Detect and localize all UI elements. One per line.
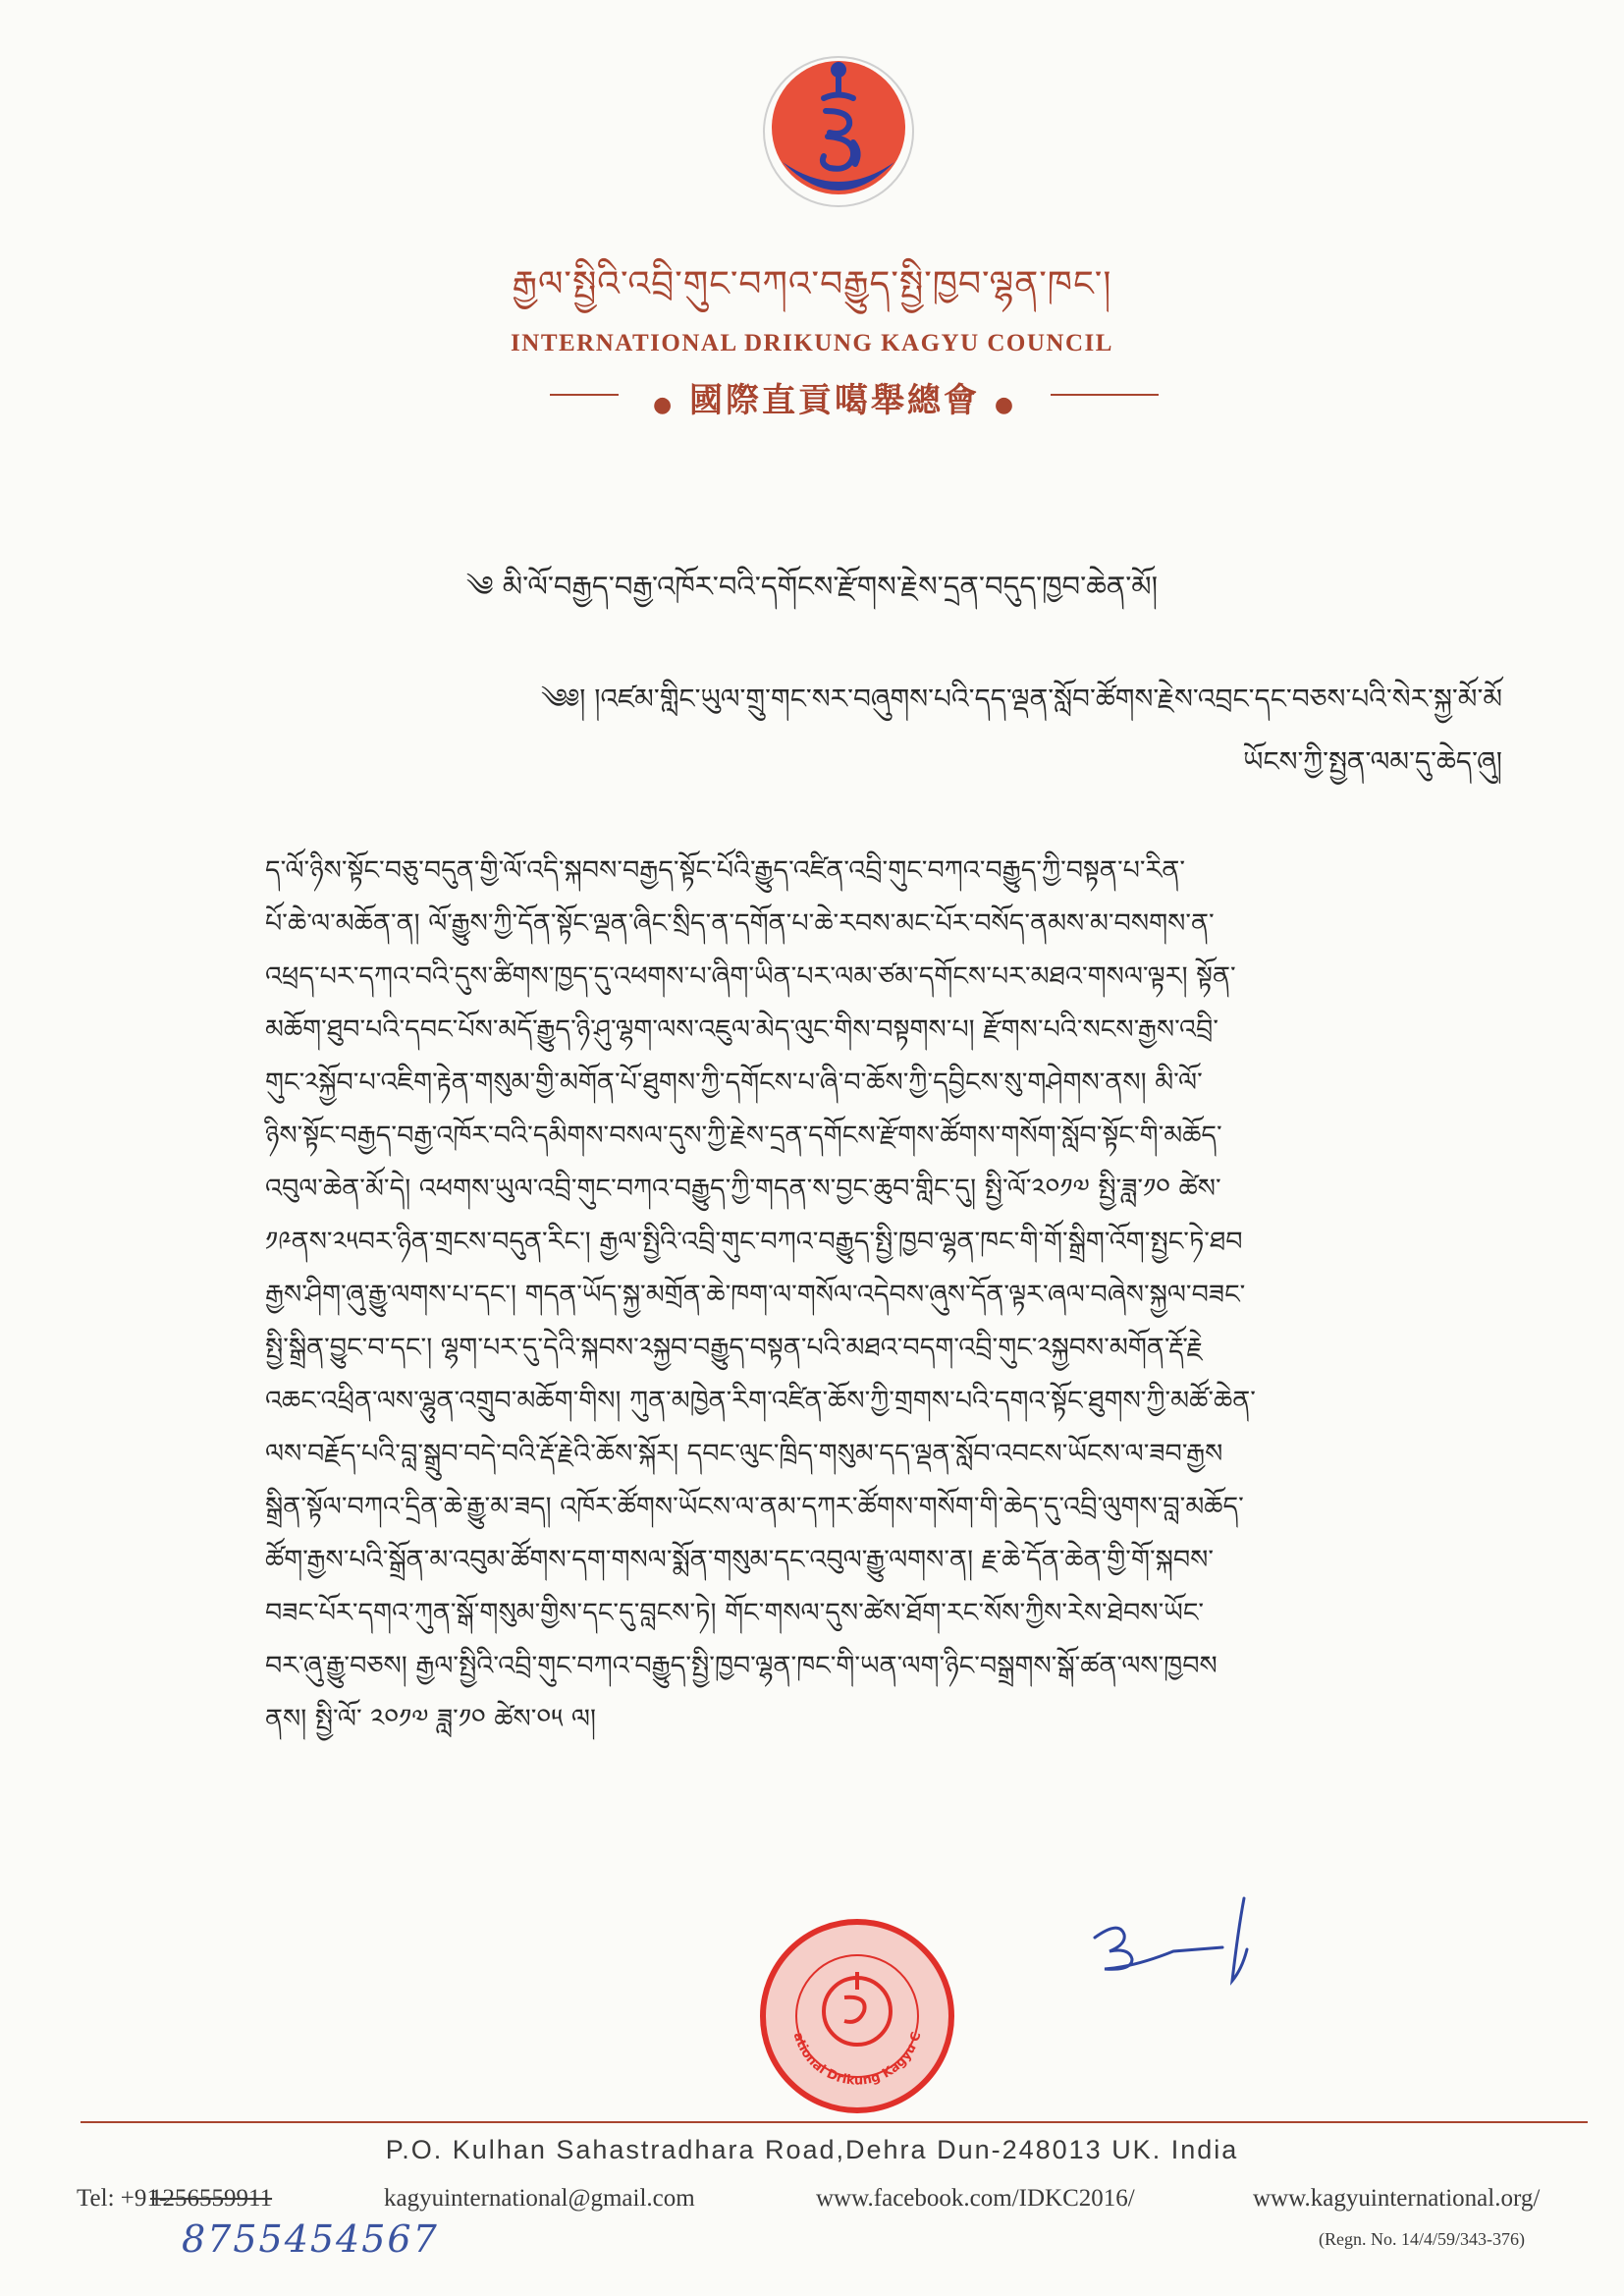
divider-left bbox=[550, 394, 619, 396]
handwritten-phone-number: 8755454567 bbox=[182, 2217, 439, 2261]
body-line: གུང་༢སྐྱོབ་པ་འཇིག་རྟེན་གསུམ་གྱི་མགོན་པོ་ཐུགས་ཀྱི་དགོངས་པ་ཞི་བ་ཆོས་ཀྱི་དབྱིངས་སུ་གཤེགས་ནས། མི་ལོ་ bbox=[265, 1067, 1203, 1098]
salutation-line-1: ༄༅། །འཛམ་གླིང་ཡུལ་གྲུ་གང་སར་བཞུགས་པའི་དད་ལྡན་སློབ་ཚོགས་རྗེས་འབྲང་དང་བཅས་པའི་སེར་སྐྱ་མོ་མོ bbox=[540, 683, 1502, 715]
body-line: པོ་ཆེ་ལ་མཆོན་ན། ལོ་རྒྱུས་ཀྱི་དོན་སྟོང་ལྡན་ཞིང་སྲིད་ན་དགོན་པ་ཆེ་རབས་མང་པོར་བསོད་ནམས་མ་བསགས་ན་ bbox=[265, 908, 1215, 939]
om-syllable-emblem-icon bbox=[761, 54, 916, 209]
organization-logo bbox=[761, 54, 916, 209]
body-line: བཟང་པོར་དགའ་ཀུན་སྒོ་གསུམ་གྱིས་དང་དུ་བླངས་ཏེ། གོང་གསལ་དུས་ཚེས་ཐོག་རང་སོས་ཀྱིས་རེས་ཐེབས་ཡོང་ bbox=[265, 1598, 1205, 1628]
facebook-link[interactable]: www.facebook.com/IDKC2016/ bbox=[816, 2185, 1135, 2212]
body-line: མཆོག་ཐུབ་པའི་དབང་པོས་མདོ་རྒྱུད་ཉི་ཤུ་ལྷག་ལས་འཇུལ་མེད་ལུང་གིས་བསྟགས་པ། རྫོགས་པའི་སངས་རྒྱས་འབྲི་ bbox=[265, 1014, 1218, 1045]
website-link[interactable]: www.kagyuinternational.org/ bbox=[1253, 2185, 1541, 2212]
contact-row bbox=[77, 2185, 1598, 2220]
email-address[interactable]: kagyuinternational@gmail.com bbox=[384, 2185, 695, 2212]
signature-icon bbox=[1075, 1890, 1291, 1998]
body-line: འཆང་འཕྲིན་ལས་ལྷུན་འགྲུབ་མཆོག་གིས། ཀུན་མཁྱེན་རིག་འཛིན་ཆོས་ཀྱི་གྲགས་པའི་དགའ་སྟོང་ཐུགས་ཀྱི་མཚོ་ཆེན་ bbox=[265, 1386, 1256, 1416]
english-organization-name: INTERNATIONAL DRIKUNG KAGYU COUNCIL bbox=[511, 330, 1113, 356]
body-line: ༡༩ནས་༢༥བར་ཉིན་གྲངས་བདུན་རིང་། རྒྱལ་སྤྱིའི་འབྲི་གུང་བཀའ་བརྒྱུད་སྤྱི་ཁྱབ་ལྷན་ཁང་གི་གོ་སྒྲིག་འོག་སྤྱང་ཏེ་ཐབ bbox=[265, 1227, 1243, 1257]
letter-body bbox=[265, 845, 1502, 1746]
letter-title: ༄ མི་ལོ་བརྒྱད་བརྒྱ་འཁོར་བའི་དགོངས་རྫོགས་རྗེས་དྲན་བདུད་ཁྱབ་ཆེན་མོ། bbox=[465, 570, 1159, 603]
official-seal-stamp-icon bbox=[754, 1913, 960, 2119]
bullet-dot-icon: ● bbox=[652, 393, 676, 417]
body-line: འཕྲད་པར་དཀའ་བའི་དུས་ཚིགས་ཁྱད་དུ་འཕགས་པ་ཞིག་ཡིན་པར་ལམ་ཙམ་དགོངས་པར་མཐའ་གསལ་ལྟར། སྟོན་ bbox=[265, 961, 1236, 992]
telephone-label: Tel: +91- bbox=[77, 2185, 168, 2212]
divider-right bbox=[1051, 394, 1159, 396]
body-line: རྒྱས་ཤིག་ཞུ་རྒྱུ་ལགས་པ་དང་། གདན་ཡོད་སྐྱ་མགྲོན་ཆེ་ཁག་ལ་གསོལ་འདེབས་ཞུས་དོན་ལྟར་ཞལ་བཞེས་སྐྱལ་བཟང་ bbox=[265, 1280, 1246, 1310]
body-line: ནས། སྤྱི་ལོ་ ༢༠༡༧ ཟླ་༡༠ ཚེས་༠༥ ལ། bbox=[265, 1704, 596, 1734]
body-line: བར་ཞུ་རྒྱུ་བཅས། རྒྱལ་སྤྱིའི་འབྲི་གུང་བཀའ་བརྒྱུད་སྤྱི་ཁྱབ་ལྷན་ཁང་གི་ཡན་ལག་ཉིང་བསྒྲགས་སྒོ་ཚན་ལས་ཁྱབས bbox=[265, 1651, 1218, 1681]
salutation-line-2: ཡོངས་ཀྱི་སྤྱན་ལམ་དུ་ཆེད་ཞུ། bbox=[1243, 745, 1502, 778]
body-line: ཚོག་རྒྱས་པའི་སྒྲོན་མ་འབུམ་ཚོགས་དག་གསལ་སྨོན་གསུམ་དང་འབུལ་རྒྱུ་ལགས་ན། རྗ་ཆེ་དོན་ཆེན་གྱི་གོ་སྐབས་ bbox=[265, 1545, 1215, 1575]
bullet-dot-icon: ● bbox=[994, 393, 1017, 417]
body-line: ད་ལོ་ཉིས་སྟོང་བཅུ་བདུན་གྱི་ལོ་འདི་སྐབས་བརྒྱད་སྟོང་པོའི་རྒྱུད་འཛིན་འབྲི་གུང་བཀའ་བརྒྱུད་ཀྱི་བསྟན་པ་རིན་ bbox=[265, 855, 1186, 886]
signature bbox=[1075, 1890, 1291, 1998]
chinese-name-text: 國際直貢噶舉總會 bbox=[689, 381, 980, 420]
chinese-organization-name bbox=[621, 373, 1049, 421]
struck-phone-number: 1256559911 bbox=[150, 2185, 273, 2212]
footer-divider bbox=[81, 2121, 1588, 2123]
tibetan-organization-name: རྒྱལ་སྤྱིའི་འབྲི་གུང་བཀའ་བརྒྱུད་སྤྱི་ཁྱབ་ལྷན་ཁང་། bbox=[512, 264, 1112, 304]
body-line: སྤྱི་སྒྲིན་བྱུང་བ་དང་། ལྷག་པར་དུ་དེའི་སྐབས་༢སྐྱབ་བརྒྱུད་བསྟན་པའི་མཐའ་བདག་འབྲི་གུང་༢སྐྱབས་མགོན་རྡོ་རྗེ bbox=[265, 1333, 1203, 1363]
body-line: ཉིས་སྟོང་བརྒྱད་བརྒྱ་འཁོར་བའི་དམིགས་བསལ་དུས་ཀྱི་རྗེས་དྲན་དགོངས་རྫོགས་ཚོགས་གསོག་སློབ་སྟོང་གི་མཆོད་ bbox=[265, 1121, 1222, 1151]
body-line: འབུལ་ཆེན་མོ་དེ། འཕགས་ཡུལ་འབྲི་གུང་བཀའ་བརྒྱུད་ཀྱི་གདན་ས་བྱང་ཆུབ་གླིང་དུ། སྤྱི་ལོ་༢༠༡༧ སྤྱི་ཟླ་༡༠ ཚེས་ bbox=[265, 1174, 1221, 1204]
postal-address: P.O. Kulhan Sahastradhara Road,Dehra Dun-248013 UK. India bbox=[385, 2135, 1239, 2164]
registration-number: (Regn. No. 14/4/59/343-376) bbox=[1319, 2229, 1525, 2249]
body-line: ལས་བརྗོད་པའི་བླ་སྒྲུབ་བདེ་བའི་རྡོ་རྗེའི་ཆོས་སྐོར། དབང་ལུང་ཁྲིད་གསུམ་དད་ལྡན་སློབ་འབངས་ཡོངས་ལ་ཟབ་རྒྱས bbox=[265, 1439, 1223, 1469]
seal-text: ational Drikung Kagyu C bbox=[789, 2030, 925, 2089]
official-seal bbox=[754, 1913, 960, 2119]
body-line: སྒྲིན་སྟོལ་བཀའ་དྲིན་ཆེ་རྒྱུ་མ་ཟད། འཁོར་ཚོགས་ཡོངས་ལ་ནམ་དཀར་ཚོགས་གསོག་གི་ཆེད་དུ་འབྲི་ལུགས་བླ་མཆོད་ bbox=[265, 1492, 1244, 1522]
chinese-name-row bbox=[550, 373, 1598, 420]
salutation bbox=[98, 668, 1502, 793]
